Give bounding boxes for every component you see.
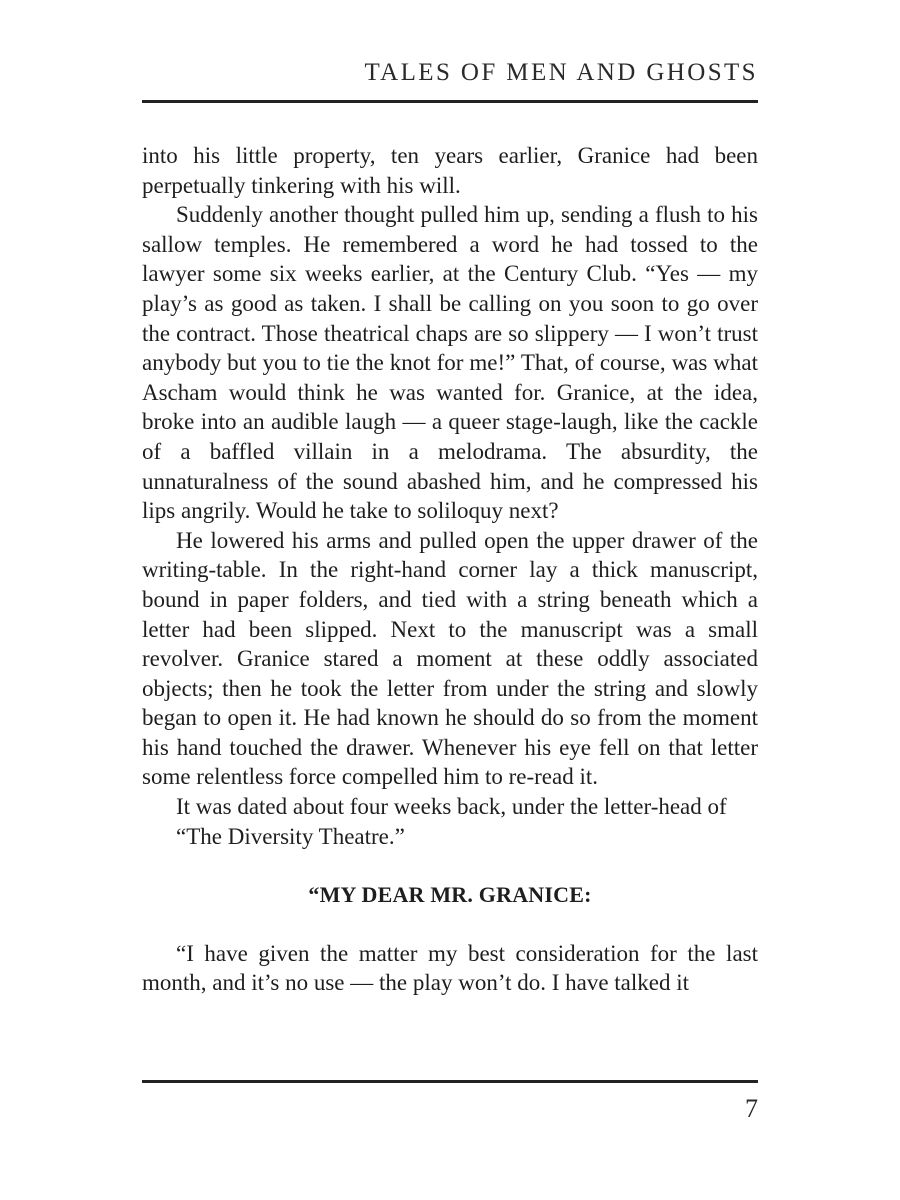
footer-rule xyxy=(142,1080,758,1083)
paragraph-continuation: into his little property, ten years earlier, Granice had been perpetually tinkering with his will. xyxy=(142,143,758,198)
letter-salutation: “MY DEAR MR. GRANICE: xyxy=(308,882,592,908)
paragraph-thought: Suddenly another thought pulled him up, sending a flush to his sallow temples. He remembered a word he had tossed to the lawyer some six weeks earlier, at the Century Club. “Yes — my play’s as good as taken. I shall be calling on you soon to go over the contract. Those theatrical chaps are so slippery — I won’t trust anybody but you to tie the knot for me!” That, of course, was what Ascham would think he was wanted for. Granice, at the idea, broke into an audible laugh — a queer stage-laugh, like the cackle of a baffled villain in a melodrama. The absurdity, the unnaturalness of the sound abashed him, and he compressed his lips angrily. Would he take to soliloquy next? xyxy=(142,202,758,524)
paragraph-drawer: He lowered his arms and pulled open the upper drawer of the writing-table. In the right-hand corner lay a thick manuscript, bound in paper folders, and tied with a string beneath which a letter had been slipped. Next to the manuscript was a small revolver. Granice stared a moment at these oddly associated objects; then he took the letter from under the string and slowly began to open it. He had known he should do so from the moment his hand touched the drawer. Whenever his eye fell on that letter some relentless force compelled him to re-read it. xyxy=(142,527,758,790)
paragraph-letter-body: “I have given the matter my best consideration for the last month, and it’s no use — the play won’t do. I have talked it xyxy=(142,940,758,996)
body-text xyxy=(142,141,758,998)
page-number: 7 xyxy=(745,1094,758,1123)
header-rule xyxy=(142,100,758,103)
running-head-title: TALES OF MEN AND GHOSTS xyxy=(364,59,758,86)
paragraph-letter-date: It was dated about four weeks back, under the letter-head of “The Diversity Theatre.” xyxy=(176,794,727,849)
